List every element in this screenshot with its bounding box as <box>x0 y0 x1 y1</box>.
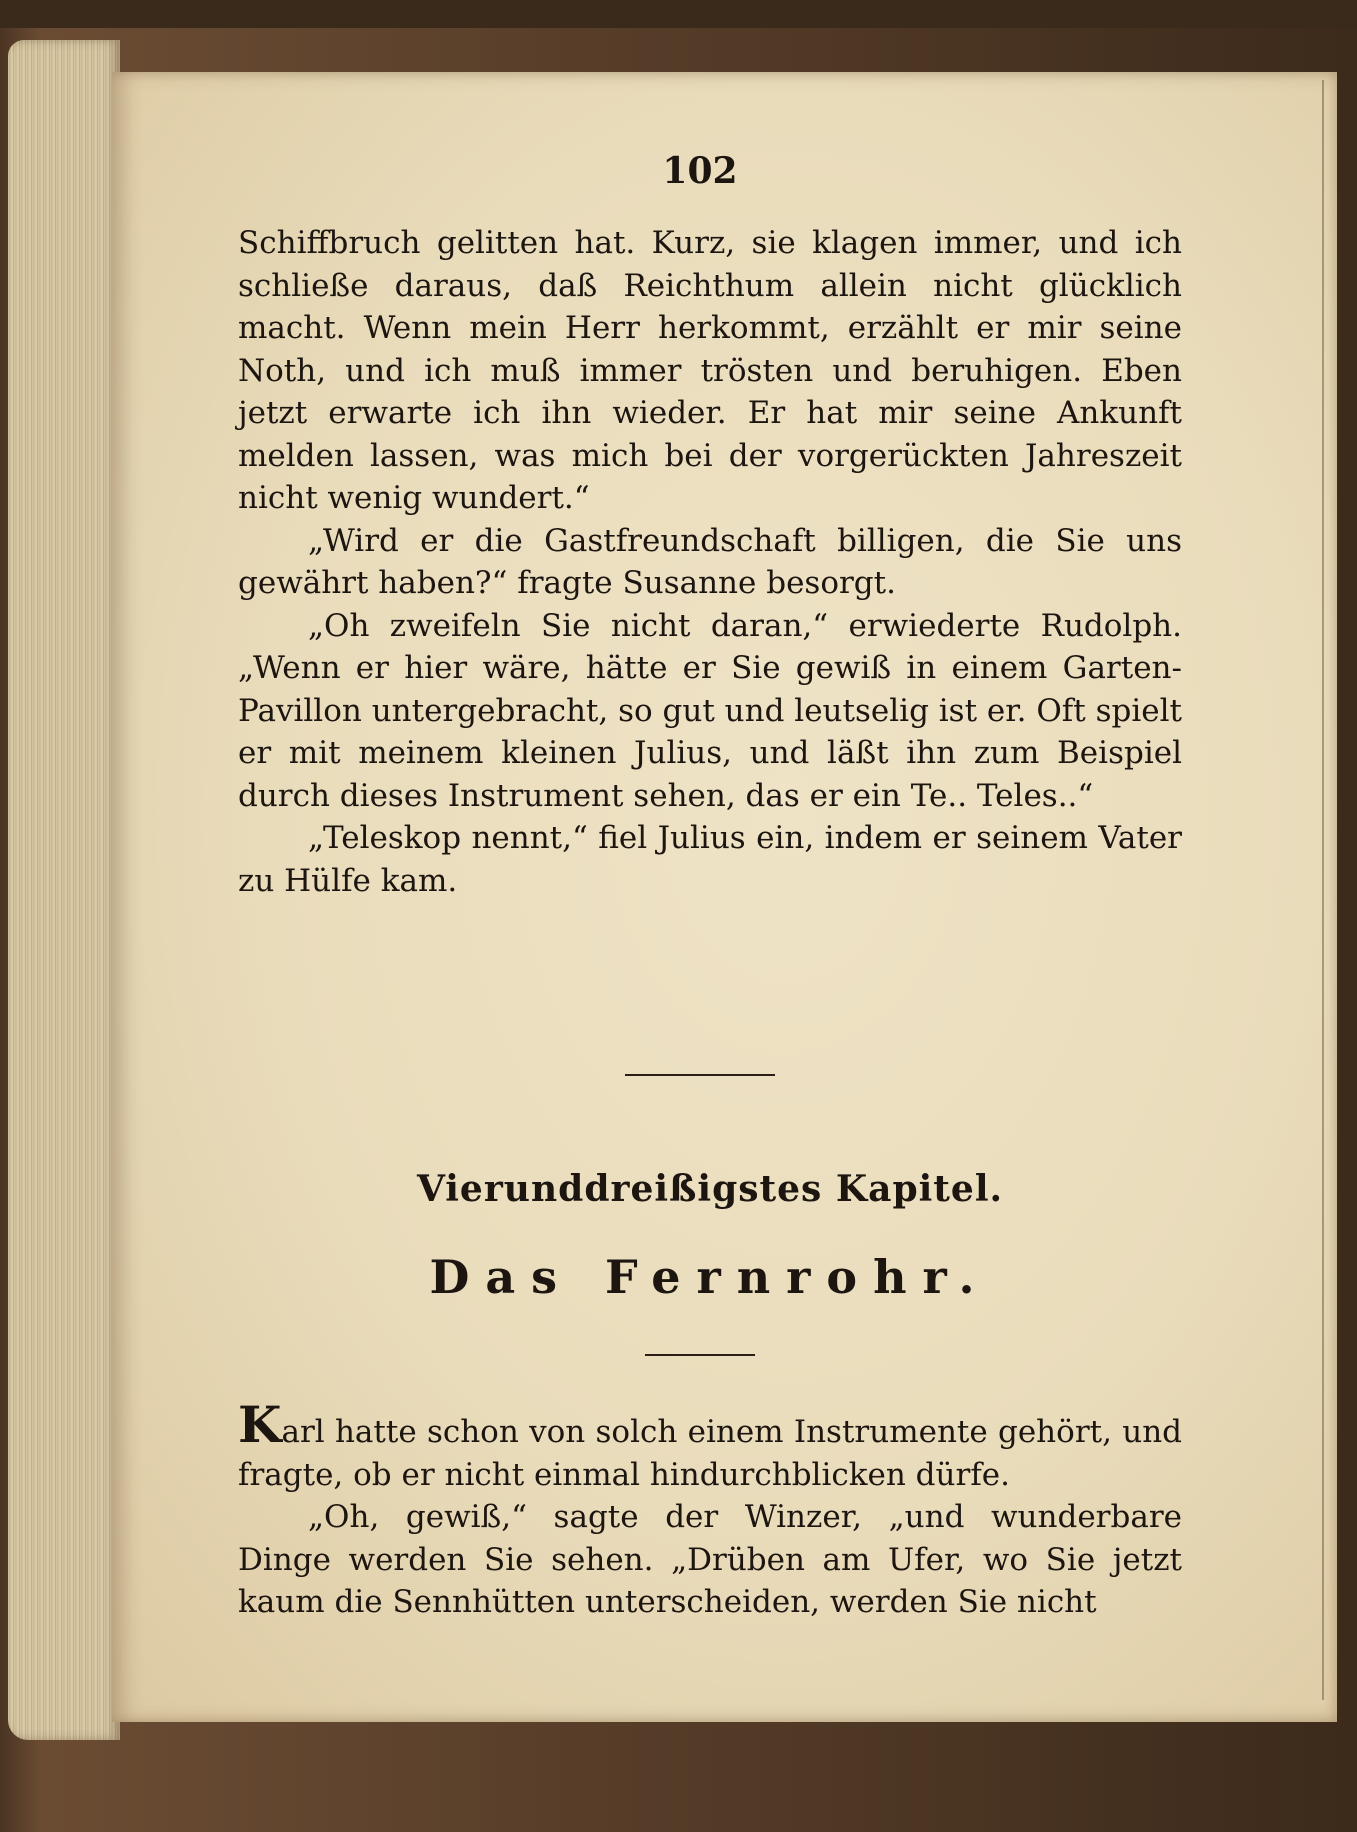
body-text-section-1 <box>238 222 1182 902</box>
paragraph: Schiffbruch gelitten hat. Kurz, sie klagen immer, und ich schließe daraus, daß Reichthum allein nicht glücklich macht. Wenn mein Herr herkommt, erzählt er mir seine Noth, und ich muß immer trösten und beruhigen. Eben jetzt erwarte ich ihn wieder. Er hat mir seine Ankunft melden lassen, was mich bei der vorgerückten Jahreszeit nicht wenig wundert.“ <box>238 225 1182 516</box>
page-number: 102 <box>662 150 738 192</box>
page-gutter <box>1322 80 1324 1700</box>
paragraph-first-text: arl hatte schon von solch einem Instrumente gehört, und fragte, ob er nicht einmal hindurchblicken dürfe. <box>238 1414 1182 1493</box>
paragraph: „Oh, gewiß,“ sagte der Winzer, „und wunderbare Dinge werden Sie sehen. „Drüben am Ufer, wo Sie jetzt kaum die Sennhütten unterscheiden, werden Sie nicht <box>238 1499 1182 1620</box>
chapter-title: Das Fernrohr. <box>429 1250 991 1304</box>
paragraph: „Oh zweifeln Sie nicht daran,“ erwiederte Rudolph. „Wenn er hier wäre, hätte er Sie gewiß in einem Garten-Pavillon untergebracht, so gut und leutselig ist er. Oft spielt er mit meinem kleinen Julius, und läßt ihn zum Beispiel durch dieses Instrument sehen, das er ein Te.. Teles..“ <box>238 607 1182 814</box>
paragraph: „Wird er die Gastfreundschaft billigen, die Sie uns gewährt haben?“ fragte Susanne besorgt. <box>238 522 1182 601</box>
section-divider <box>625 1074 775 1076</box>
paragraph: „Teleskop nennt,“ fiel Julius ein, indem er seinem Vater zu Hülfe kam. <box>238 820 1182 899</box>
drop-cap: K <box>238 1395 282 1454</box>
paragraph-first <box>238 1395 1182 1496</box>
title-divider <box>645 1354 755 1356</box>
body-text-section-2 <box>238 1395 1182 1624</box>
page-edges <box>8 40 120 1740</box>
chapter-heading: Vierunddreißigstes Kapitel. <box>416 1168 1004 1210</box>
